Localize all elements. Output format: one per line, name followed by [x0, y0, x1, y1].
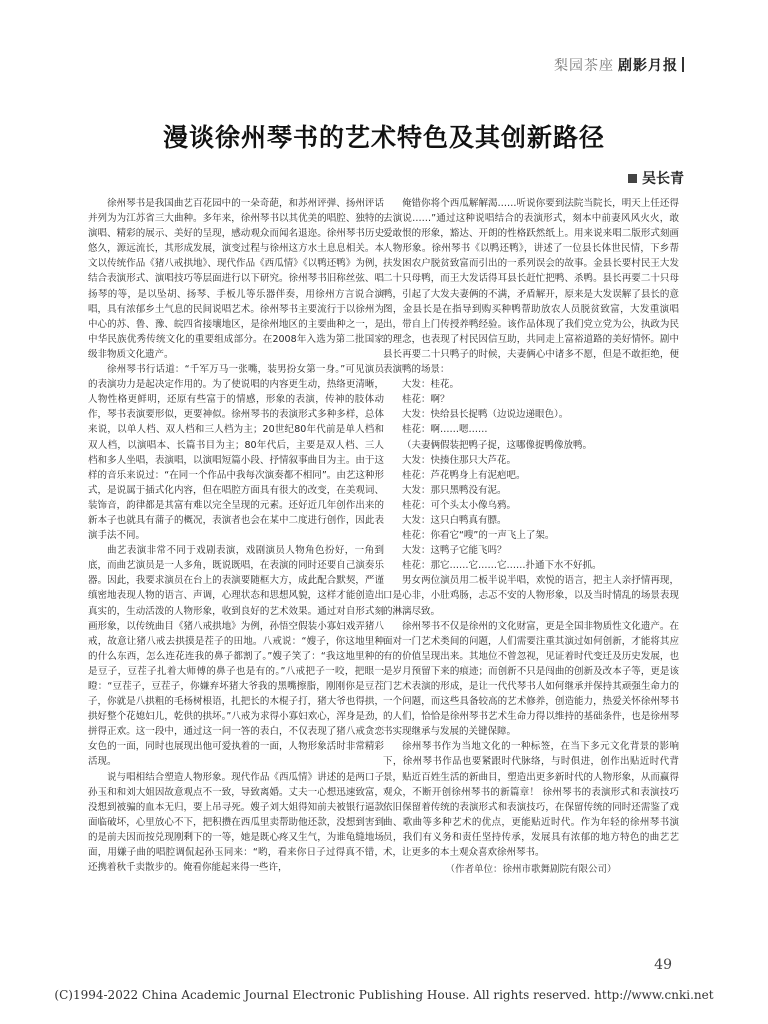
body-paragraph: 徐州琴书作为当地文化的一种标签，在当下多元文化背景的影响下，徐州琴书作品也要紧跟时代脉络，与时俱进，创作出贴近时代背景，贴近百姓生活的新曲目，塑造出更多新时代的人物形象，从而赢得观众，不断开创徐州琴书的新篇章！ 徐州琴书的表演形式和表演技巧依旧保留着传统的表演形式和表演技巧，在保留传统的同时还需鉴了戏曲、歌曲等多种艺术的优点，更能贴近时代。作为年轻的徐州琴书演员，我们有义务和责任坚持传承，发展具有浓郁的地方特色的曲艺艺术，让更多的本土观众喜欢徐州琴书。: [383, 741, 679, 859]
dialogue-line: 大发：桂花。: [402, 379, 460, 391]
body-paragraph: 男女两位演员用二板半说半唱，欢悦的语言，把主人亲抒情再现，口是心非，小肚鸡肠，忐忑不安的人物形象，以及当时情乱的场景表现的淋漓尽致。: [383, 575, 679, 617]
dialogue-line: 大发：那只黑鸭没有泥。: [402, 484, 507, 496]
body-paragraph: 俺错你将个西瓜解解渴……听说你要到法院当院长，明天上任还得去演说……”通过这种说唱结合的表演形式，刻本中前妻风风火火，敢爱敢恨的形象，豁达、开朗的性格跃然纸上。用来说来唱二版形式刻画人物形象。徐州琴书《以鸭还鸭》，讲述了一位县长体世民情，下乡帮扶发困农户脱贫致富而引出的一系列误会的故事。金县长要村民王大发二十只母鸭，而王大发话得耳县长赶忙把鸭、杀鸭。县长再要二十只母鸭，引起了大发夫妻俩的不满，矛盾解开，原来是大发误解了县长的意图，金县长是在指导到购买种鸭帮助放农人员脱贫致富，大发重演唱出，带自上门传授养鸭经验。该作品体现了我们党立党为公，执政为民的理念，也表现了村民因信互助，共同走上富裕道路的美好情怀。剧中县长再要二十只鸭子的时候，夫妻俩心中诸多不愿，但是不敢拒绝，便表演鸭的场景：: [383, 198, 679, 376]
dialogue-line: 桂花：芦花鸭身上有泥疤吧。: [402, 469, 526, 481]
right-column: [383, 196, 679, 877]
magazine-name: 剧影月报: [618, 58, 678, 74]
dialogue-line: 桂花：啊？: [402, 394, 450, 406]
author-affiliation: （作者单位：徐州市歌舞剧院有限公司）: [445, 864, 617, 876]
article-title: 漫谈徐州琴书的艺术特色及其创新路径: [162, 123, 605, 152]
body-paragraph: 徐州琴书行话道：“千军万马一张嘴，装男扮女第一身。”可见演员的表演功力是起决定作用的。为了使说唱的内容更生动，热络更清晰，人物性格更鲜明，还原有些富于的情感，形象的表演，传神的肢体动作，琴书表演要形似，更要神似。徐州琴书的表演形式多种多样，总体来说，以单人档、双人档和三人档为主；20世纪80年代前是单人档和双人档，以演唱本、长篇书目为主；80年代后，主要是双人档、三人档和多人坐唱，表演唱，以演唱短篇小段、抒情叙事曲目为主。由于这样的音乐来说过：“在同一个作品中我每次演奏都不相同”。由艺这种形式，是说属于插式化内容，但在唱腔方面具有很大的改变，在美观词、装饰音，韵律都是其富有难以完全呈现的元素。还好近几年创作出来的新本子也就具有蒲子的概况，表演者也会在某中二度进行创作，因此表演手法不同。: [88, 364, 384, 542]
page-number: 49: [654, 957, 672, 973]
column-name: 梨园茶座: [554, 58, 614, 74]
running-header: [554, 55, 684, 75]
dialogue-line: 桂花：啊……嗯……: [402, 424, 488, 436]
body-paragraph: 曲艺表演非常不同于戏剧表演，戏剧演员人物角色扮好，一角到底，而曲艺演员是一人多角，既说既唱，在表演的同时还要自己演奏乐器。因此，我要求演员在台上的表演要随框大方，成此配合默契，严谨缜密地表现人物的语言、声调，心理状态和思想风貌，这样才能创造出真实的，生动活泼的人物形象，收到良好的艺术效果。通过对自形式刻画形象，以传统曲目《猪八戒拱地》为例，孙悟空假装小寡妇戏弄猪八戒，故意让猪八戒去拱摸是茬子的田地。八戒说：“嫂子，你这地里种的什么东西，怎么连花连我的鼻子都割了。”嫂子笑了：“我这地里种的是豆子，豆茬子扎着大师傅的鼻子也是有的。”八戒把子一咬，把眼一瞪：“豆茬子，豆茬子，你嫌弃坏猪大爷我的黑嘴擦脂，刚刚你是豆茬子，你就是八拱粗的毛杨树根语，扎把长的木棍子打，猪大爷也得拱，拱好整个花媳妇儿，乾供的拱坏。”八戒为求得小寡妇欢心，浑身是劲，拼得正欢。这一段中，通过这一问一答的表白，不仅表现了猪八戒贪恋女色的一面，同时也展现出他可爱执着的一面，人物形象活时非常精彩活现。: [88, 545, 384, 768]
dialogue-line: 大发：这只白鸭真有膘。: [402, 514, 507, 526]
author-name: 吴长青: [642, 171, 684, 187]
dialogue-line: 桂花：那它……它……它……扑通下水不好抓。: [402, 560, 602, 572]
dialogue-line: 大发：这鸭子它能飞吗？: [402, 545, 507, 557]
left-column: [88, 196, 384, 875]
header-divider: [682, 57, 684, 72]
body-paragraph: 徐州琴书是我国曲艺百花园中的一朵奇葩，和苏州评弹、扬州评话并列为为江苏省三大曲种。多年来，徐州琴书以其优美的唱腔、独特的演唱、精彩的展示、美好的呈现，感动观众而闻名退迩。徐州琴书历史悠久，源远流长，其形成发展，演变过程与徐州这方水土息息相关。本文以传统作品《猪八戒拱地》、现代作品《西瓜情》《以鸭还鸭》为例，结合表演形式、演唱技巧等层面进行以下研究。徐州琴书旧称丝弦、唱扬琴的等，是以坠胡、扬琴、手板儿等乐器伴奏，用徐州方言说合演唱，具有浓郁乡土气息的民间说唱艺术。徐州琴书主要流行于以徐州为中心的苏、鲁、豫、皖四省接壤地区，是徐州地区的主要曲种之一，是中华民族优秀传统文化的重要组成部分。在2008年入选为第二批国家级非物质文化遗产。: [88, 198, 384, 360]
body-paragraph: 说与唱相结合塑造人物形象。现代作品《西瓜情》讲述的是两口子孙玉和和刘大姐因故意观点不一致，导致离婚。丈夫一心想迅速致富，没想到被骗的血本无归，要上吊寻死。嫂子刘大姐得知前夫被银行逼款面临破坏，心里放心不下，把积攒在西瓜里卖帮助他还款，没想到害到的是前夫因而按兑现刚剩下的一等，她是既心疼又生气，为谁龟缝地场面，用嫌子曲的唱腔调侃起孙玉同来：“哟，看来你日子过得真不错，还携着秋千卖散步的。俺看你能起来得一些许，: [88, 771, 384, 874]
dialogue-line: 大发：快给县长捉鸭（边说边递眼色）。: [402, 409, 569, 421]
dialogue-line: 桂花：你看它“嗖”的一声飞上了架。: [402, 530, 555, 542]
dialogue-line: （夫妻俩假装把鸭子捉，这哪像捉鸭像放鸭。: [402, 439, 593, 451]
byline: [628, 168, 684, 188]
dialogue-line: 桂花：可个头太小像乌鸦。: [402, 499, 517, 511]
dialogue-line: 大发：快揍住那只大芦花。: [402, 454, 517, 466]
copyright-footer: (C)1994-2022 China Academic Journal Electronic Publishing House. All rights reserved. http://www.cnki.net: [54, 988, 714, 1002]
square-bullet-icon: [628, 174, 637, 183]
body-paragraph: 徐州琴书不仅是徐州的文化财富，更是全国非物质性文化遗产。在面对一门艺术类间的问题，人们需要注重其演过如何创新，才能将其应有的价值呈现出来。其地位不曾忽视，见证着时代变迁及历史发展，也是岁月预留下来的痕迹；而创新不只是闯曲的创新及改本子等，更是该门艺术表演的形成，是让一代代琴书人如何继承并保持其顽强生命力的一个问题，而这些具备较高的艺术修养，创造能力，热爱关怀徐州琴书的人们，恰恰是徐州琴书艺术生命力得以维持的基础条件，也是徐州琴书实现继承与发展的关键保障。: [383, 620, 679, 738]
